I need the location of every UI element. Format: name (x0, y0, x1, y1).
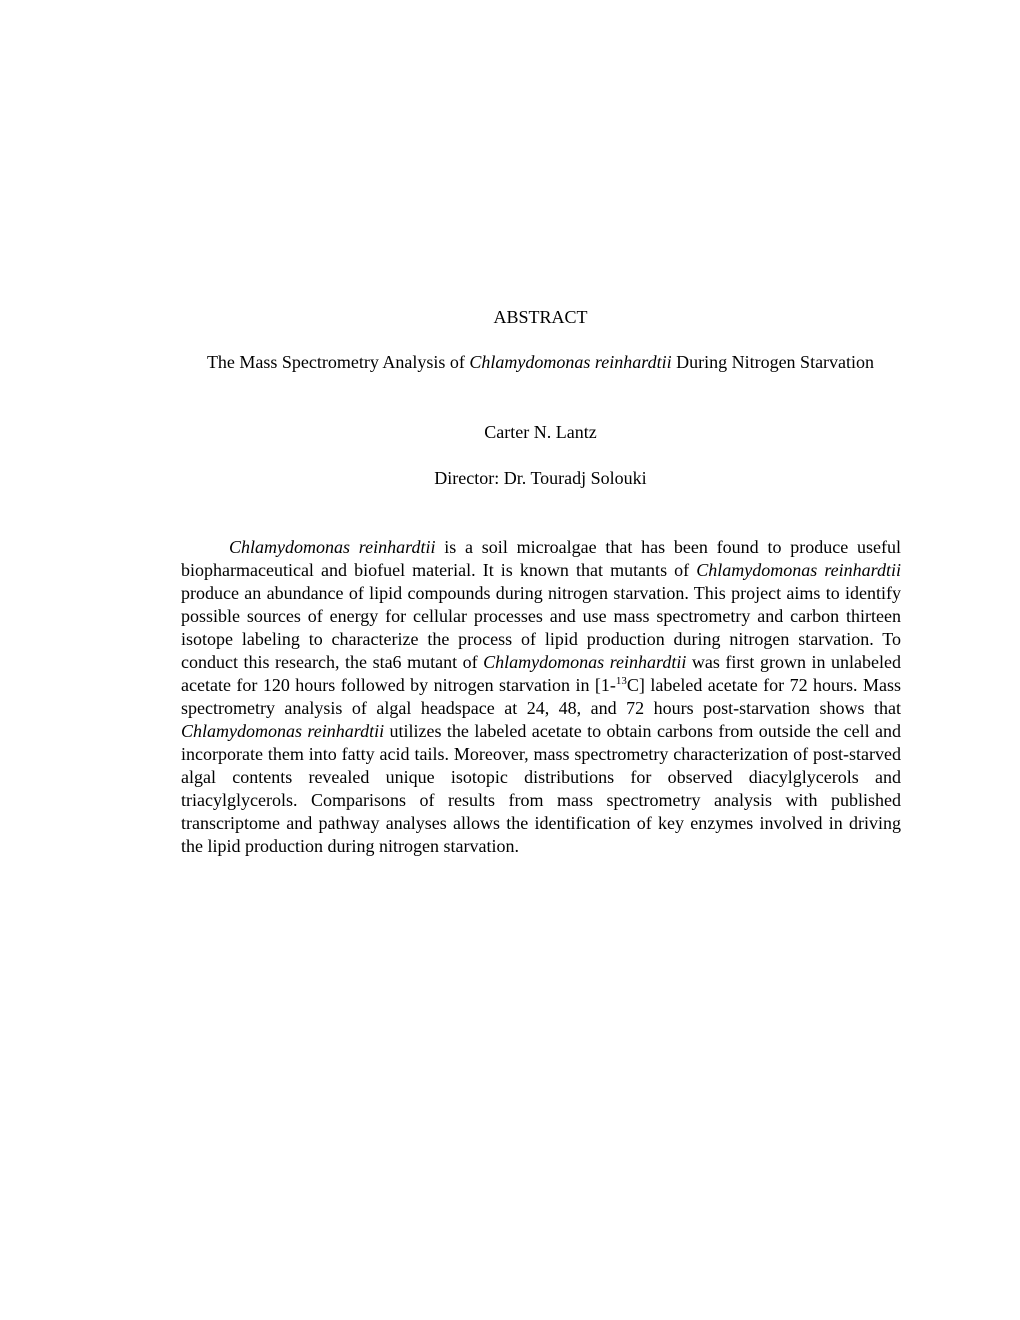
abstract-text: produce an abundance of lipid compounds during nitrogen starvation. This project aims to identify possible sources of energy for cellular processes and use mass spectrometry and carbon thirteen isotope labeling to characterize the process of lipid production during nitrogen starvation. To conduct this research, the sta6 mutant of (181, 583, 901, 672)
title-text-start: The Mass Spectrometry Analysis of (206, 352, 470, 372)
author-name: Carter N. Lantz (484, 422, 597, 442)
thesis-title (180, 351, 901, 374)
abstract-text: C] labeled acetate for 72 hours. Mass spectrometry analysis of algal headspace at 24, 48, and 72 hours post-starvation shows that (181, 675, 901, 718)
isotope-superscript: 13 (615, 675, 627, 687)
abstract-heading: ABSTRACT (493, 307, 588, 327)
abstract-text: is a soil microalgae that has been found to produce useful biopharmaceutical and biofuel material. It is known that mutants of (181, 537, 901, 580)
species-name: Chlamydomonas reinhardtii (696, 560, 902, 580)
director-line: Director: Dr. Touradj Solouki (434, 468, 647, 488)
title-text-end: During Nitrogen Starvation (671, 352, 875, 372)
species-name: Chlamydomonas reinhardtii (181, 721, 385, 741)
species-name: Chlamydomonas reinhardtii (229, 537, 436, 557)
abstract-text: was first grown in unlabeled acetate for 120 hours followed by nitrogen starvation in [1- (181, 652, 901, 695)
title-species: Chlamydomonas reinhardtii (469, 352, 672, 372)
abstract-text: utilizes the labeled acetate to obtain carbons from outside the cell and incorporate them into fatty acid tails. Moreover, mass spectrometry characterization of post-starved algal contents revealed unique isotopic distributions for observed diacylglycerols and triacylglycerols. Comparisons of results from mass spectrometry analysis with published transcriptome and pathway analyses allows the identification of key enzymes involved in driving the lipid production during nitrogen starvation. (181, 721, 901, 856)
abstract-paragraph (181, 536, 901, 858)
species-name: Chlamydomonas reinhardtii (483, 652, 687, 672)
